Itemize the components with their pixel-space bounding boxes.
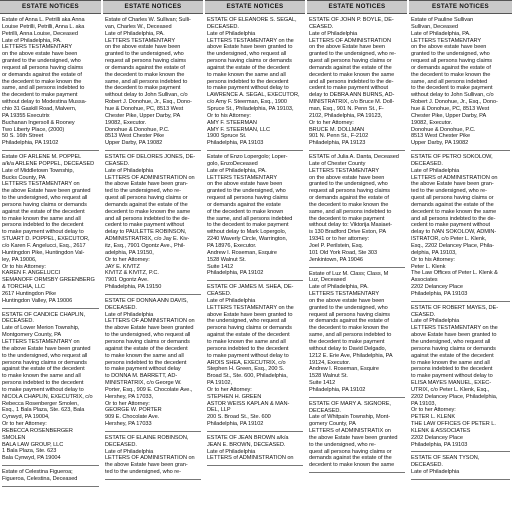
estate-notice: ESTATE OF ROBERT MAYES, DE- CEASED. Late of Philadelphia LETTERS TESTAMENTARY on the above Estate have been granted to the undersigned, who request all persons having claims or demands against the estate of the decedent to make known the same and all persons indebted to the decedent to make payment without delay to ELISA MAYES MANUEL, EXEC- UTRIX, c/o Peter L. Klenk, Esq., 2202 Delancey Place, Philadelphia, PA 19103, Or to her Attorney: PETER L. KLENK THE LAW OFFICES OF PETER L. KLENK & ASSOCIATES 2202 Delancey Place Philadelphia, PA 19103 xyxy=(411,305,510,453)
estate-notice: Estate of Luz M. Class; Class, M Luz, Deceased Late of Philadelphia, PA. LETTERS TESTAMENTARY on the above estate have been granted to the undersigned, who request all persons having claims or demands against the estate of the decedent to make known the same, and all persons indebted to the decedent to make payment without delay to David Delgado, 1212 E. Erie Ave, Philadelphia, PA 19124, Executor. Andrew I. Roseman, Esquire 1528 Walnut St. Suite 1412 Philadelphia, PA 19102 xyxy=(309,271,405,398)
estate-notice: ESTATE OF PETRO SOKOLOW, DECEASED. Late of Philadelphia LETTERS of ADMINISTRATION on the above Estate have been gran- ted to the undersigned, who re- quest all persons having claims or demands against the estate of the decedent to make known the same and all persons indebted to the de- cedent to make payment without delay to IVAN SOKOLOW, ADMIN- ISTRATOR, c/o Peter L. Klenk, Esq., 2202 Delancey Place, Phila- delphia, PA 19103, Or to his Attorney: Peter L. Klenk The Law Offices of Peter L. Klenk & Associates 2202 Delancey Place Philadelphia, PA 19103 xyxy=(411,154,510,302)
estate-notice: ESTATE OF MARY A. SIGNORE, DECEASED. Late of Whitpain Township, Mont- gomery County, PA LETTERS of ADMINISTRATIX on the above Estate have been granted to the undersigned, who re- quest all persons having claims or demands against the estate of the decedent to make known the same xyxy=(309,401,405,473)
estate-notice: ESTATE OF CANDICE CHAPLIN, DECEASED. Late of Lower Merion Township, Montgomery County, PA LETTERS TESTAMENTARY on the above Estate have been granted to the undersigned, who request all persons having claims or demands against the estate of the decedent to make known the same and all persons indebted to the decedent to make payment without delay to NICOLA CHAPLIN, EXECUTRIX, c/o Rebecca Rosenberger Smolen, Esq., 1 Bala Plaza, Ste. 623, Bala Cynwyd, PA 19004, Or to her Attorney: REBECCA ROSENBERGER SMOLEN BALA LAW GROUP, LLC 1 Bala Plaza, Ste. 623 Bala Cynwyd, PA 19004 xyxy=(2,312,99,467)
estate-notice: Estate of Enzo Lopergolo; Loper- golo, EnzoDeceased Late of Philadelphia, PA. LETTERS TESTAMENTARY on the above estate have been granted to the undersigned, who request all persons having claims or demands against the estate of the decedent to make known the same, and all persons indebted to the decedent to make payment without delay to Mark Lopergolo, 2240 Waverly Circle, Warrington, PA 18976, Executor. Andrew I. Roseman, Esquire 1528 Walnut St. Suite 1412 Philadelphia, PA 19102 xyxy=(207,154,303,281)
column-header: ESTATE NOTICES xyxy=(307,0,407,14)
notice-column-4 xyxy=(307,0,407,512)
column-header: ESTATE NOTICES xyxy=(0,0,101,14)
notice-column-1 xyxy=(0,0,101,512)
estate-notice: ESTATE OF JOHN P. BOYLE, DE- CEASED. Late of Philadelphia LETTERS OF ADMINISTRATION on the above Estate have been granted to the undersigned, who re- quest all persons having claims or demands against the estate of the decedent to make known the same and all persons indebted to the de- cedent to make payment without delay to DEBRA ANN BURNS, AD- MINISTRATRIX, c/o Bruce M. Doll- man, Esq., 901 N. Penn St., F- 2102, Philadelphia, PA 19123, Or to her Attorney: BRUCE M. DOLLMAN 901 N. Penn St., F-2102 Philadelphia, PA 19123 xyxy=(309,17,405,151)
estate-notice: Estate OF ARLENE M. POPPEL a/k/a ARLENE POPPEL, DECEASED Late of Middletown Township, Bucks County, PA LETTERS TESTAMENTARY on the above Estate have been granted to the undersigned, who request all persons having claims or demands against the estate of the decedent to make known the same and all persons indebted to the decedent to make payment without delay to STUART D. POPPEL, EXECUTOR, c/o Karen F. Angelucci, Esq., 2617 Huntingdon Pike, Huntingdon Val- ley, PA 19006, Or to his Attorney: KAREN F. ANGELUCCI SEMANOFF ORMSBY GREENBERG & TORCHIA, LLC 2617 Huntingdon Pike Huntingdon Valley, PA 19006 xyxy=(2,154,99,309)
notice-column-2 xyxy=(103,0,203,512)
estate-notice: ESTATE OF DELORES JONES, DE- CEASED. Late of Philadelphia LETTERS OF ADMINISTRATION on the above Estate have been gran- ted to the undersigned, who re- quest all persons having claims or demands against the estate of the decedent to make known the same and all persons indebted to the de- cedent to make payment without delay to PAULETTE ROBINSON, ADMINISTRATRIX, c/o Jay E. Kiv- itz, Esq., 7901 Ogontz Ave., Phil- adelphia, PA 19150, Or to her Attorney: JAY E. KIVITZ KIVITZ & KIVITZ, P.C. 7901 Ogontz Ave. Philadelphia, PA 19150 xyxy=(105,154,201,295)
notice-column-3 xyxy=(205,0,305,512)
estate-notice: Estate of Charles W. Sullivan; Sulli- van, Charles W., Deceased Late of Philadelphia, PA. LETTERS TESTAMENTARY on the above estate have been granted to the undersigned, who request all persons having claims or demands against the estate of the decedent to make known the same, and all persons indebted to the decedent to make payment without delay to John Sullivan, c/o Robert J. Donohue, Jr., Esq., Dono- hue & Donohue, PC, 8513 West Chester Pike, Upper Darby, PA 19082, Executor. Donohue & Donohue, P.C. 8513 West Chester Pike Upper Darby, PA 19082 xyxy=(105,17,201,151)
estate-notice: Estate of Pauline Sullivan Sullivan, Deceased Late of Philadelphia, PA. LETTERS TESTAMENTARY on the above estate have been granted to the undersigned, who request all persons having claims or demands against the estate of the decedent to make known the same, and all persons indebted to the decedent to make payment without delay to John Sullivan, c/o Robert J. Donohue, Jr., Esq., Dono- hue & Donohue, PC, 8513 West Chester Pike, Upper Darby, PA 19082, Executor. Donohue & Donohue, P.C. 8513 West Chester Pike Upper Darby, PA 19082 xyxy=(411,17,510,151)
column-header: ESTATE NOTICES xyxy=(409,0,512,14)
estate-notice: ESTATE of Julia A. Danta, Deceased Late of Chester County LETTERS TESTAMENTARY on the above estate have been granted to the undersigned, who request all persons having claims or demands against the estate of the decedent to make known the same, and all persons indebted to the decedent to make payment without delay to: Viktorija Masiaet- is 130 Bradford Drive Exton, PA 19341 or to her attorney: Joel P. Perilstein, Esq. 101 Old York Road, Ste 303 Jenkintown, PA 19046 xyxy=(309,154,405,268)
estate-notice: Estate of Anna L. Petrilli aka Anna Louise Petrilli, Petrilli, Anna L. aka Petrilli, Anna Louise, Deceased Late of Philadelphia, PA. LETTERS TESTAMENTARY on the above estate have been granted to the undersigned, who request all persons having claims or demands against the estate of the decedent to make known the same, and all persons indebted to the decedent to make payment without delay to Modestina Mussa- chio 31 Gaskill Road, Malvern, PA 19355 Executrix Buchanan Ingersoll & Rooney Two Liberty Place, (2000) 50 S. 16th Street Philadelphia, PA 19102 xyxy=(2,17,99,151)
estate-notice: ESTATE OF JAMES M. SHEA, DE- CEASED. Late of Philadelphia LETTERS TESTAMENTARY on the above Estate have been granted to the undersigned, who request all persons having claims or demands against the estate of the decedent to make known the same and all persons indebted to the decedent to make payment without delay to AROIS SHEA, EXECUTRIX, c/o Stephen H. Green, Esq., 200 S. Broad St., Ste. 600, Philadelphia, PA 19102, Or to her Attorney: STEPHEN H. GREEN ASTOR WEISS KAPLAN & MAN- DEL, LLP 200 S. Broad St., Ste. 600 Philadelphia, PA 19102 xyxy=(207,284,303,432)
estate-notice: Estate of Celestina Figueroa; Figueroa, Celestina, Deceased xyxy=(2,469,99,487)
estate-notice: ESTATE OF ELAINE ROBINSON, DECEASED. Late of Philadelphia LETTERS OF ADMINISTRATION on the above Estate have been gran- ted to the undersigned, who re- xyxy=(105,435,201,480)
column-header: ESTATE NOTICES xyxy=(205,0,305,14)
estate-notice: ESTATE OF JEAN BROWN a/k/a JEAN E. BROWN, DECEASED. Late of Philadelphia LETTERS of ADMINISTRATION on xyxy=(207,435,303,466)
column-header: ESTATE NOTICES xyxy=(103,0,203,14)
notice-column-5 xyxy=(409,0,512,512)
estate-notice: ESTATE OF SEAN TYSON, DECEASED. Late of Philadelphia xyxy=(411,455,510,480)
estate-notice: ESTATE OF ELEANORE S. SEGAL, DECEASED. Late of Philadelphia LETTERS TESTAMENTARY on the above Estate have been granted to the undersigned, who request all persons having claims or demands against the estate of the decedent to make known the same and all persons indebted to the decedent to make payment without delay to LAWRENCE A. SEGAL, EXECUTOR, c/o Amy F. Steerman, Esq., 1900 Spruce St., Philadelphia, PA 19103, Or to his Attorney: AMY F. STEERMAN AMY F. STEERMAN, LLC 1900 Spruce St. Philadelphia, PA 19103 xyxy=(207,17,303,151)
estate-notice: ESTATE OF DONNA ANN DAVIS, DECEASED. Late of Philadelphia LETTERS OF ADMINISTRATION on the above Estate have been granted to the undersigned, who request all persons having claims or demands against the estate of the decedent to make known the same and all persons indebted to the decedent to make payment without delay to DONNA M. BARRETT, AD- MINISTRATRIX, c/o George W. Porter, Esq., 909 E. Chocolate Ave., Hershey, PA 17033, Or to her Attorney: GEORGE W. PORTER 909 E. Chocolate Ave. Hershey, PA 17033 xyxy=(105,298,201,432)
